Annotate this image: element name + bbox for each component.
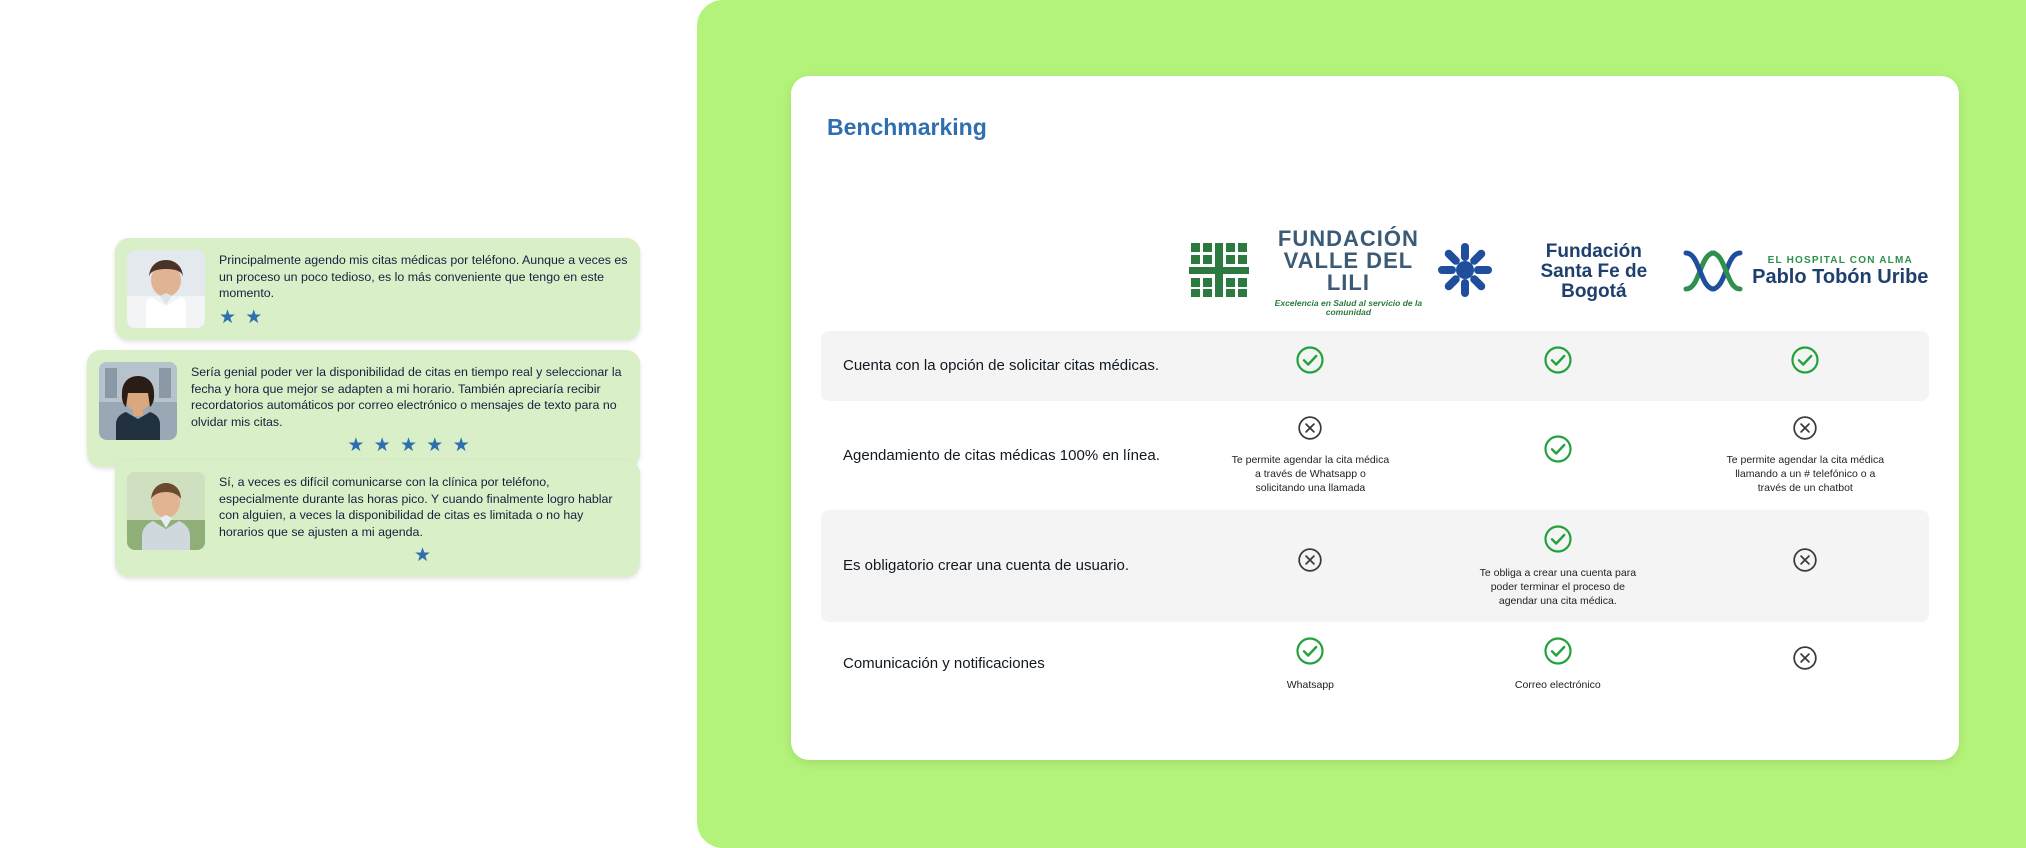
benchmarking-table <box>821 213 1929 706</box>
testimonial-card <box>115 460 640 577</box>
check-icon <box>1295 345 1325 380</box>
check-icon <box>1790 345 1820 380</box>
cross-icon <box>1297 415 1323 446</box>
check-icon <box>1543 524 1573 559</box>
cell-note: Te permite agendar la cita médica a través de Whatsapp o solicitando una llamada <box>1231 454 1390 495</box>
star-rating: ★ ★ <box>219 306 265 328</box>
table-row <box>821 622 1929 706</box>
cell-note: Whatsapp <box>1286 679 1335 692</box>
brand-logo-pablo-tobon-uribe <box>1682 213 1929 331</box>
cell-note: Te permite agendar la cita médica llamando a un # telefónico o a través de un chatbot <box>1726 454 1885 495</box>
cell-pablo-tobon-uribe <box>1682 510 1929 623</box>
brand-line2: VALLE DEL LILI <box>1283 248 1414 295</box>
cell-note: Correo electrónico <box>1514 679 1601 692</box>
testimonial-body <box>205 472 628 565</box>
cell-note: Te obliga a crear una cuenta para poder terminar el proceso de agendar una cita médica. <box>1479 566 1637 607</box>
cell-santa-fe-bogota <box>1434 510 1681 623</box>
brand-line1: FUNDACIÓN <box>1277 226 1419 251</box>
testimonial-body <box>177 362 628 455</box>
table-row <box>821 401 1929 510</box>
cell-valle-del-lili <box>1187 401 1434 510</box>
header-empty-cell <box>821 213 1187 331</box>
brand-line2: Pablo Tobón Uribe <box>1752 265 1929 288</box>
star-rating: ★ ★ ★ ★ ★ <box>347 435 472 456</box>
cell-valle-del-lili <box>1187 510 1434 623</box>
cell-pablo-tobon-uribe <box>1682 401 1929 510</box>
cell-santa-fe-bogota <box>1434 622 1681 706</box>
cell-valle-del-lili <box>1187 622 1434 706</box>
avatar-man-outdoors <box>127 472 205 550</box>
card-title: Benchmarking <box>827 114 987 140</box>
check-icon <box>1543 345 1573 380</box>
brand-line1: EL HOSPITAL CON ALMA <box>1767 255 1913 267</box>
cell-pablo-tobon-uribe <box>1682 331 1929 401</box>
testimonial-card <box>87 350 640 467</box>
row-label: Comunicación y notificaciones <box>843 655 1045 673</box>
cell-santa-fe-bogota <box>1434 331 1681 401</box>
table-row <box>821 331 1929 401</box>
testimonial-text: Sí, a veces es difícil comunicarse con la clínica por teléfono, especialmente durante las horas pico. Y cuando finalmente logro hablar con alguien, a veces la disponibilidad de citas es limitada o no hay horarios que se ajusten a mi agenda. <box>219 475 613 539</box>
check-icon <box>1543 636 1573 671</box>
row-label: Cuenta con la opción de solicitar citas médicas. <box>821 331 1187 401</box>
cell-pablo-tobon-uribe <box>1682 622 1929 706</box>
table-header-row <box>821 213 1929 331</box>
valle-del-lili-mark-icon <box>1187 241 1251 304</box>
brand-tagline: Excelencia en Salud al servicio de la comunidad <box>1274 298 1423 317</box>
row-label: Es obligatorio crear una cuenta de usuario. <box>821 510 1187 623</box>
pablo-tobon-helix-icon <box>1682 245 1744 300</box>
testimonial-card <box>115 238 640 340</box>
cell-valle-del-lili <box>1187 331 1434 401</box>
check-icon <box>1295 636 1325 671</box>
brand-line2: Santa Fe de Bogotá <box>1540 261 1648 302</box>
brand-line1: Fundación <box>1545 241 1642 263</box>
star-rating: ★ <box>413 545 434 566</box>
avatar-woman-smiling <box>99 362 177 440</box>
testimonial-body <box>205 250 628 327</box>
row-label: Agendamiento de citas médicas 100% en línea. <box>843 446 1160 464</box>
testimonial-text: Principalmente agendo mis citas médicas por teléfono. Aunque a veces es un proceso un poco tedioso, es lo más conveniente que tengo en este momento. <box>219 253 628 300</box>
brand-logo-valle-del-lili <box>1187 213 1434 331</box>
cell-santa-fe-bogota <box>1434 401 1681 510</box>
testimonial-text: Sería genial poder ver la disponibilidad de citas en tiempo real y seleccionar la fecha y hora que mejor se adapten a mi horario. También apreciaría recibir recordatorios automáticos por correo electrónico o mensajes de texto para no olvidar mis citas. <box>191 365 622 429</box>
cross-icon <box>1792 415 1818 446</box>
table-row <box>821 510 1929 623</box>
check-icon <box>1543 434 1573 469</box>
benchmarking-card <box>791 76 1959 760</box>
cross-icon <box>1792 645 1818 676</box>
cross-icon <box>1297 547 1323 578</box>
santa-fe-star-icon <box>1434 241 1496 304</box>
avatar-woman-doctor <box>127 250 205 328</box>
table-body <box>821 331 1929 706</box>
cross-icon <box>1792 547 1818 578</box>
brand-logo-santa-fe-bogota <box>1434 213 1681 331</box>
